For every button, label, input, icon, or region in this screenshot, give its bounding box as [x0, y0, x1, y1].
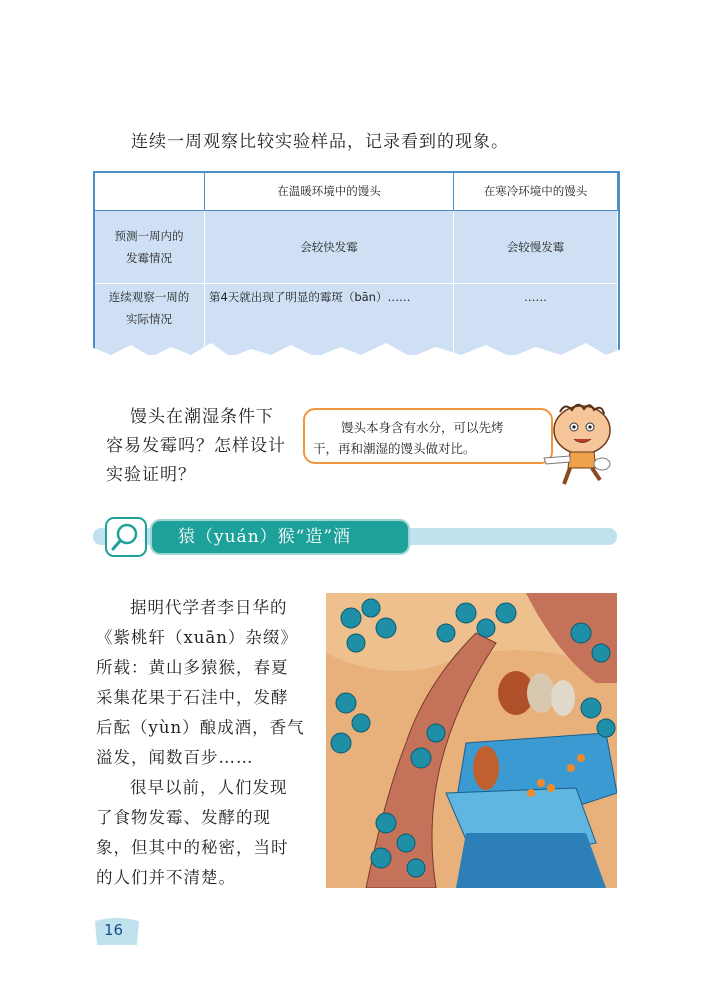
monkeys-painting	[326, 593, 617, 888]
row-label: 预测一周内的 发霉情况	[94, 211, 205, 284]
torn-edge-decoration	[91, 335, 621, 365]
paragraph: 很早以前，人们发现 了食物发霉、发酵的现 象，但其中的秘密，当时 的人们并不清楚。	[96, 778, 289, 887]
intro-text: 连续一周观察比较实验样品，记录看到的现象。	[131, 132, 509, 152]
speech-bubble: 馒头本身含有水分，可以先烤 干，再和潮湿的馒头做对比。	[303, 408, 553, 464]
row-label: 连续观察一周的 实际情况	[94, 284, 205, 356]
page-number: 16	[104, 921, 124, 939]
table-header-warm: 在温暖环境中的馒头	[205, 172, 454, 211]
table-frame	[93, 171, 620, 359]
cell-cold: 会较慢发霉	[454, 211, 618, 284]
table-header-cold: 在寒冷环境中的馒头	[454, 172, 618, 211]
cartoon-boy-illustration	[530, 400, 620, 490]
cell-warm: 第4天就出现了明显的霉斑（bān）……	[205, 284, 454, 356]
cell-warm: 会较快发霉	[205, 211, 454, 284]
magnifier-icon	[105, 517, 147, 557]
section-title: 猿（yuán）猴“造”酒	[150, 519, 410, 555]
paragraph: 据明代学者李日华的 《紫桃轩（xuān）杂缀》 所载：黄山多猿猴，春夏 采集花果于石洼中，发酵 后酝（yùn）酿成酒，香气 溢发，闻数百步……	[96, 598, 305, 767]
article-body	[96, 593, 306, 893]
question-text: 馒头在潮湿条件下 容易发霉吗？怎样设计 实验证明？	[106, 407, 286, 485]
cell-cold: ……	[454, 284, 618, 356]
